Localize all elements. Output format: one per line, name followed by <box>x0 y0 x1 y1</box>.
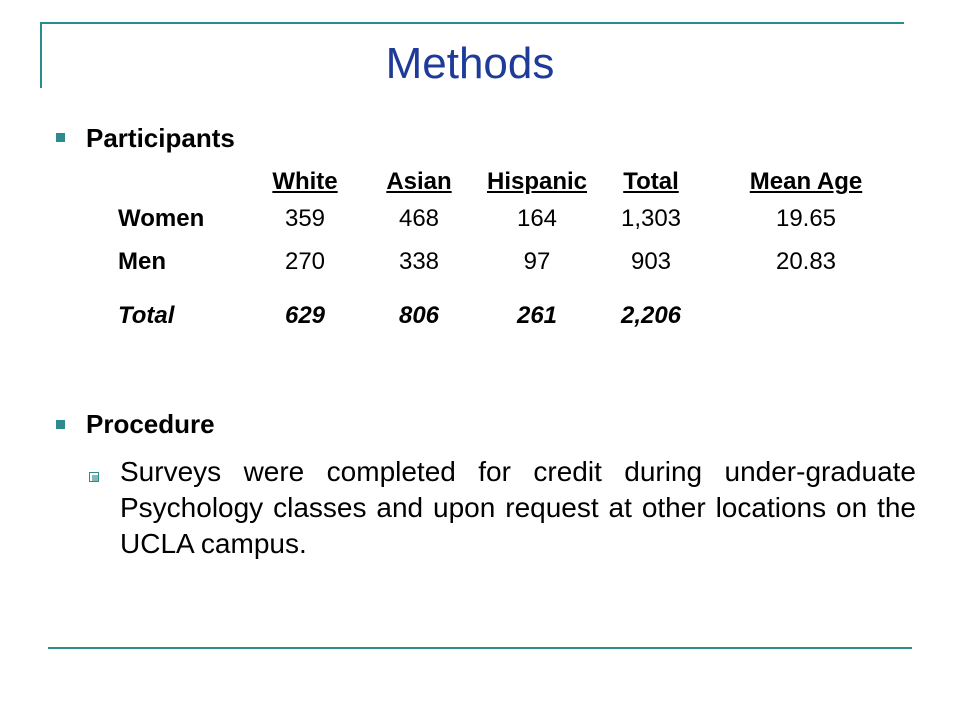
table-cell: 2,206 <box>620 302 682 329</box>
table-row-total <box>100 284 906 342</box>
slide-title: Methods <box>385 39 555 88</box>
table-cell: 903 <box>630 248 672 275</box>
column-header-asian: Asian <box>386 168 452 195</box>
table-cell: 20.83 <box>775 248 837 275</box>
procedure-heading: Procedure <box>86 409 215 439</box>
table-cell: 1,303 <box>620 205 682 232</box>
square-bullet-icon <box>56 420 65 429</box>
table-corner-cell <box>100 168 250 198</box>
column-header-mean-age: Mean Age <box>749 168 863 195</box>
table-cell: 19.65 <box>775 205 837 232</box>
bottom-rule <box>48 647 912 649</box>
row-label-men: Men <box>118 248 166 275</box>
table-cell <box>706 284 906 342</box>
square-bullet-icon <box>56 133 65 142</box>
column-header-white: White <box>272 168 338 195</box>
column-header-total: Total <box>623 168 679 195</box>
procedure-text: Surveys were completed for credit during under-graduate Psychology classes and upon request at other locations on the UCLA campus. <box>120 456 916 559</box>
table-cell: 468 <box>398 205 440 232</box>
table-cell: 164 <box>516 205 558 232</box>
table-cell: 359 <box>284 205 326 232</box>
column-header-hispanic: Hispanic <box>486 168 588 195</box>
table-cell: 97 <box>523 248 551 275</box>
top-rule <box>40 22 904 24</box>
table-header-row <box>100 168 906 198</box>
table-cell: 261 <box>516 302 558 329</box>
row-label-women: Women <box>118 205 205 232</box>
hollow-square-bullet-icon <box>89 472 99 482</box>
table-cell: 629 <box>284 302 326 329</box>
row-label-total: Total <box>118 302 175 329</box>
table-cell: 806 <box>398 302 440 329</box>
table-row-women <box>100 198 906 240</box>
table-cell: 338 <box>398 248 440 275</box>
participants-heading: Participants <box>86 123 235 153</box>
participants-table <box>100 168 906 342</box>
table-cell: 270 <box>284 248 326 275</box>
table-row-men <box>100 240 906 284</box>
